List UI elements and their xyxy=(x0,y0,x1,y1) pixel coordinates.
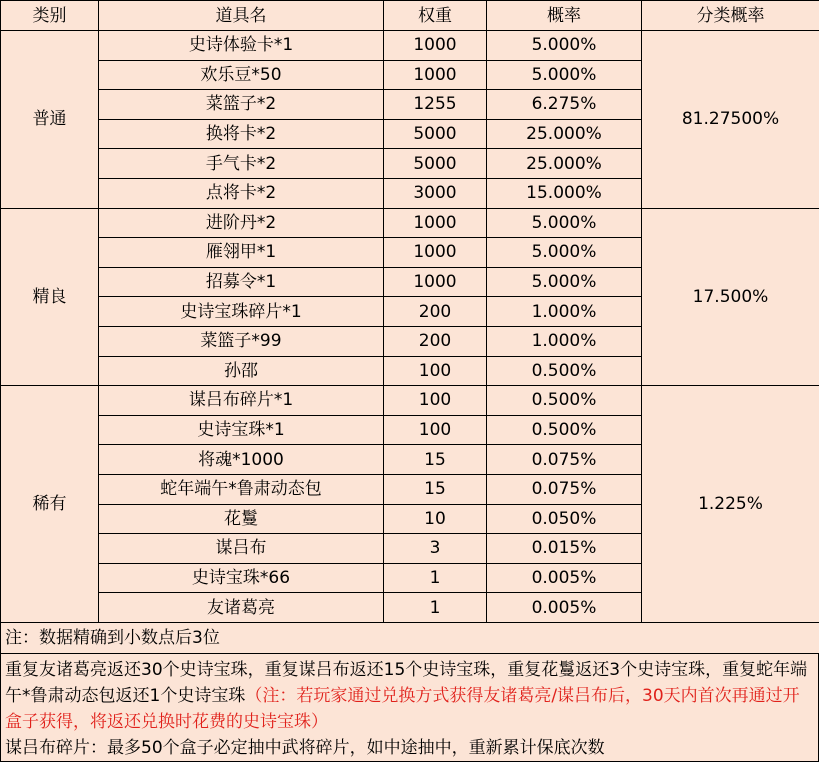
header-category: 类别 xyxy=(1,1,99,31)
probability-cell: 25.000% xyxy=(487,119,642,149)
note-row xyxy=(1,622,819,653)
probability-cell: 0.005% xyxy=(487,563,642,593)
item-name-cell: 换将卡*2 xyxy=(99,119,384,149)
probability-cell: 0.075% xyxy=(487,445,642,475)
weight-cell: 100 xyxy=(384,356,487,386)
weight-cell: 10 xyxy=(384,504,487,534)
weight-cell: 3000 xyxy=(384,178,487,208)
probability-cell: 5.000% xyxy=(487,60,642,90)
probability-cell: 5.000% xyxy=(487,208,642,238)
weight-cell: 1255 xyxy=(384,90,487,120)
probability-cell: 1.000% xyxy=(487,297,642,327)
weight-cell: 3 xyxy=(384,534,487,564)
probability-cell: 15.000% xyxy=(487,178,642,208)
item-name-cell: 史诗宝珠*1 xyxy=(99,415,384,445)
category-rate-cell: 81.27500% xyxy=(642,31,819,209)
item-name-cell: 花鬘 xyxy=(99,504,384,534)
refund-text: 重复友诸葛亮返还30个史诗宝珠，重复谋吕布返还15个史诗宝珠，重复花鬘返还3个史诗宝珠，重复蛇年端午*鲁肃动态包返还1个史诗宝珠 xyxy=(5,659,808,706)
weight-cell: 1000 xyxy=(384,31,487,61)
weight-cell: 1000 xyxy=(384,238,487,268)
item-name-cell: 孙邵 xyxy=(99,356,384,386)
category-rate-cell: 17.500% xyxy=(642,208,819,386)
item-name-cell: 友诸葛亮 xyxy=(99,593,384,623)
category-name-cell: 精良 xyxy=(1,208,99,386)
header-probability: 概率 xyxy=(487,1,642,31)
item-name-cell: 史诗体验卡*1 xyxy=(99,31,384,61)
weight-cell: 100 xyxy=(384,386,487,416)
item-name-cell: 进阶丹*2 xyxy=(99,208,384,238)
weight-cell: 1 xyxy=(384,593,487,623)
refund-remark-red: （注：若玩家通过兑换方式获得友诸葛亮/谋吕布后，30天内首次再通过开盒子获得，将返还兑换时花费的史诗宝珠） xyxy=(5,685,800,732)
item-name-cell: 谋吕布碎片*1 xyxy=(99,386,384,416)
header-weight: 权重 xyxy=(384,1,487,31)
probability-cell: 0.015% xyxy=(487,534,642,564)
weight-cell: 5000 xyxy=(384,149,487,179)
weight-cell: 200 xyxy=(384,297,487,327)
weight-cell: 100 xyxy=(384,415,487,445)
item-name-cell: 菜篮子*99 xyxy=(99,326,384,356)
header-item-name: 道具名 xyxy=(99,1,384,31)
precision-note: 注：数据精确到小数点后3位 xyxy=(1,622,819,653)
pity-paragraph: 谋吕布碎片：最多50个盒子必定抽中武将碎片，如中途抽中，重新累计保底次数 xyxy=(5,737,605,758)
probability-cell: 0.500% xyxy=(487,386,642,416)
refund-paragraph xyxy=(5,654,814,735)
item-name-cell: 菜篮子*2 xyxy=(99,90,384,120)
item-name-cell: 欢乐豆*50 xyxy=(99,60,384,90)
footer-notes xyxy=(0,654,819,762)
weight-cell: 1000 xyxy=(384,208,487,238)
table-row xyxy=(1,31,819,61)
probability-cell: 6.275% xyxy=(487,90,642,120)
item-name-cell: 谋吕布 xyxy=(99,534,384,564)
weight-cell: 15 xyxy=(384,445,487,475)
category-name-cell: 稀有 xyxy=(1,386,99,623)
weight-cell: 1000 xyxy=(384,267,487,297)
category-name-cell: 普通 xyxy=(1,31,99,209)
weight-cell: 15 xyxy=(384,474,487,504)
header-row xyxy=(1,1,819,31)
header-category-rate: 分类概率 xyxy=(642,1,819,31)
probability-cell: 0.500% xyxy=(487,356,642,386)
weight-cell: 1000 xyxy=(384,60,487,90)
item-name-cell: 蛇年端午*鲁肃动态包 xyxy=(99,474,384,504)
item-name-cell: 点将卡*2 xyxy=(99,178,384,208)
item-name-cell: 将魂*1000 xyxy=(99,445,384,475)
probability-cell: 0.050% xyxy=(487,504,642,534)
category-rate-cell: 1.225% xyxy=(642,386,819,623)
item-name-cell: 手气卡*2 xyxy=(99,149,384,179)
probability-cell: 5.000% xyxy=(487,238,642,268)
probability-cell: 0.500% xyxy=(487,415,642,445)
probability-cell: 0.005% xyxy=(487,593,642,623)
probability-cell: 25.000% xyxy=(487,149,642,179)
weight-cell: 5000 xyxy=(384,119,487,149)
item-name-cell: 雁翎甲*1 xyxy=(99,238,384,268)
item-name-cell: 史诗宝珠碎片*1 xyxy=(99,297,384,327)
probability-cell: 1.000% xyxy=(487,326,642,356)
item-name-cell: 招募令*1 xyxy=(99,267,384,297)
item-name-cell: 史诗宝珠*66 xyxy=(99,563,384,593)
weight-cell: 200 xyxy=(384,326,487,356)
table-row xyxy=(1,208,819,238)
probability-cell: 5.000% xyxy=(487,31,642,61)
probability-cell: 0.075% xyxy=(487,474,642,504)
table-row xyxy=(1,386,819,416)
weight-cell: 1 xyxy=(384,563,487,593)
probability-cell: 5.000% xyxy=(487,267,642,297)
